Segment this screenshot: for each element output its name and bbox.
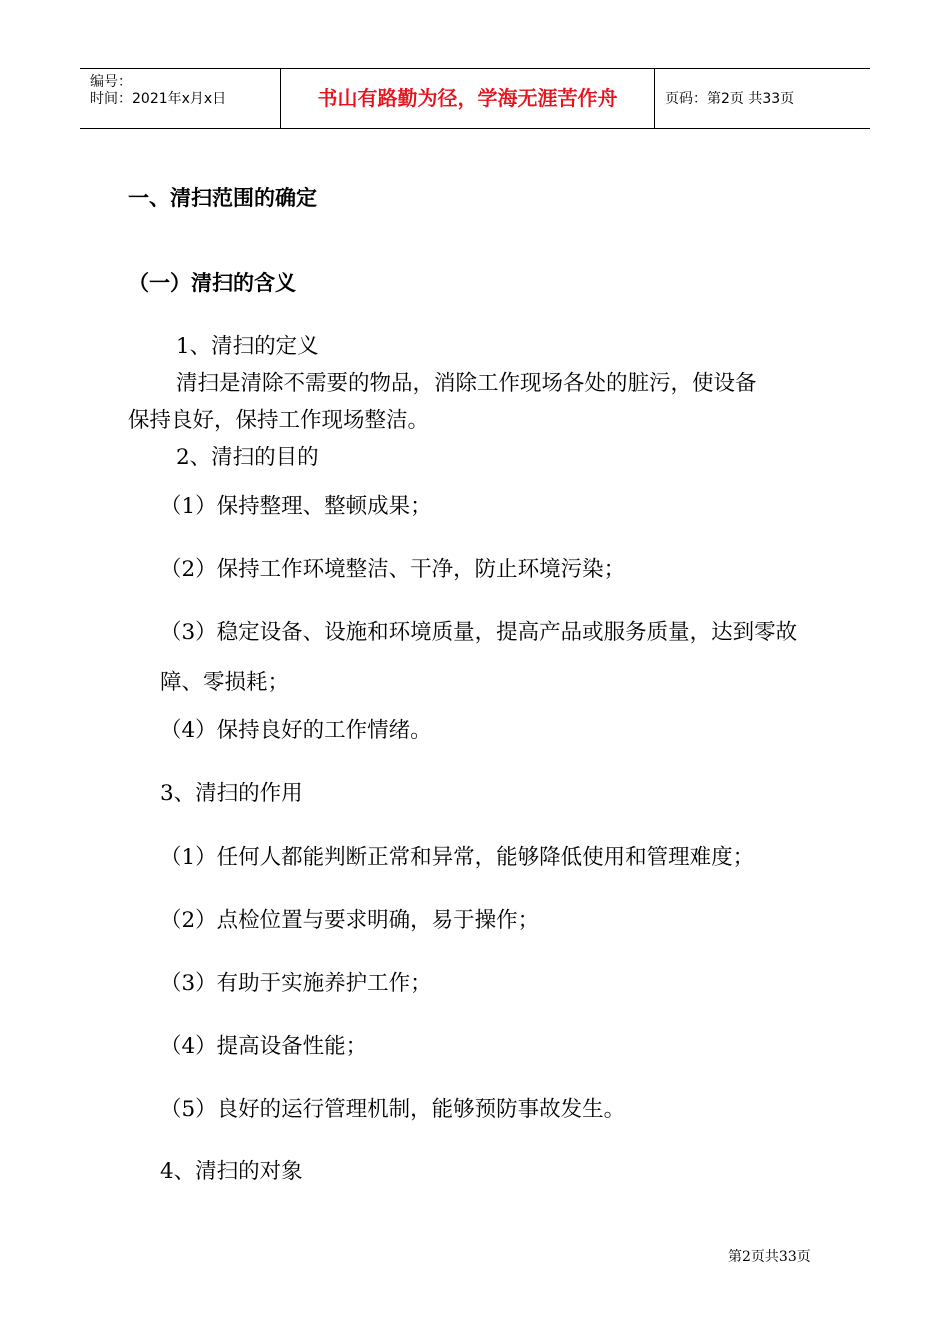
item2-title: 2、清扫的目的 [176,445,319,470]
footer-page-info: 第2页共33页 [728,1249,811,1265]
item1-body-line2: 保持良好，保持工作现场整洁。 [128,408,430,433]
list-item: （5）良好的运行管理机制，能够预防事故发生。 [160,1097,626,1122]
subsection-title: （一）清扫的含义 [128,271,296,295]
list-item: （2）保持工作环境整洁、干净，防止环境污染； [160,557,626,582]
time-label: 时间：2021年x月x日 [90,91,227,107]
section-title: 一、清扫范围的确定 [128,186,317,210]
list-item: 障、零损耗； [160,670,290,695]
document-header [80,68,870,129]
item1-body-line1: 清扫是清除不需要的物品，消除工作现场各处的脏污，使设备 [176,371,757,396]
list-item: （3）有助于实施养护工作； [160,971,432,996]
list-item: （1）任何人都能判断正常和异常，能够降低使用和管理难度； [160,845,755,870]
header-meta-cell [80,69,281,128]
list-item: （4）保持良好的工作情绪。 [160,718,432,743]
number-label: 编号： [90,74,132,90]
list-item: （1）保持整理、整顿成果； [160,494,432,519]
item3-title: 3、清扫的作用 [160,781,303,806]
item4-title: 4、清扫的对象 [160,1159,303,1184]
header-page-cell [655,69,870,128]
list-item: （4）提高设备性能； [160,1034,368,1059]
item1-title: 1、清扫的定义 [176,334,319,359]
list-item: （2）点检位置与要求明确，易于操作； [160,908,540,933]
list-item: （3）稳定设备、设施和环境质量，提高产品或服务质量，达到零故 [160,620,798,645]
header-motto-cell [281,69,655,128]
header-page-info: 页码：第2页 共33页 [665,91,795,107]
motto-text: 书山有路勤为径，学海无涯苦作舟 [317,86,618,110]
